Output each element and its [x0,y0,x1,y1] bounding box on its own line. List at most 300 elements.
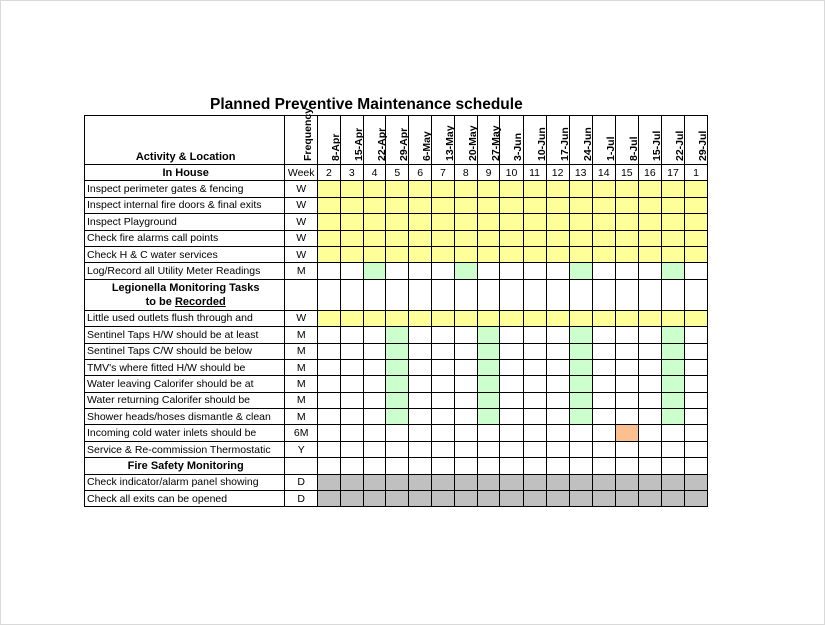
week-number: 16 [638,165,661,181]
schedule-cell [523,327,546,343]
schedule-cell [363,310,386,326]
schedule-cell [363,197,386,213]
date-header [500,116,523,165]
week-number: 17 [661,165,684,181]
date-label: 22-Jul [673,130,686,161]
schedule-cell [661,458,684,474]
schedule-cell [638,279,661,310]
schedule-cell [409,263,432,279]
schedule-cell [454,458,477,474]
schedule-cell [685,343,708,359]
schedule-cell [592,376,615,392]
schedule-cell [409,458,432,474]
frequency-cell: D [285,491,318,507]
schedule-cell [661,263,684,279]
schedule-cell [546,230,569,246]
schedule-cell [363,230,386,246]
week-number: 1 [685,165,708,181]
date-header [409,116,432,165]
schedule-cell [409,376,432,392]
schedule-cell [638,458,661,474]
table-row [85,246,708,262]
schedule-cell [318,310,341,326]
schedule-cell [661,197,684,213]
schedule-cell [523,343,546,359]
schedule-cell [363,392,386,408]
schedule-cell [592,230,615,246]
schedule-cell [454,246,477,262]
date-label: 6-May [421,131,434,161]
schedule-cell [454,214,477,230]
schedule-cell [685,425,708,441]
schedule-cell [546,458,569,474]
schedule-cell [386,458,409,474]
schedule-cell [592,310,615,326]
schedule-cell [386,197,409,213]
schedule-cell [615,327,638,343]
schedule-cell [432,197,455,213]
schedule-cell [432,279,455,310]
schedule-cell [432,441,455,457]
section-row [85,458,708,474]
frequency-cell: W [285,246,318,262]
schedule-cell [592,409,615,425]
schedule-cell [569,181,592,197]
schedule-cell [615,458,638,474]
schedule-cell [546,181,569,197]
table-row [85,181,708,197]
schedule-cell [592,491,615,507]
schedule-cell [523,359,546,375]
schedule-cell [592,343,615,359]
schedule-cell [318,279,341,310]
date-label: 22-Apr [375,127,388,161]
schedule-cell [638,230,661,246]
schedule-cell [318,246,341,262]
schedule-cell [685,230,708,246]
activity-cell: Sentinel Taps C/W should be below [85,343,285,359]
schedule-cell [638,441,661,457]
section-in-house: In House [85,165,285,181]
schedule-cell [638,327,661,343]
schedule-cell [592,458,615,474]
table-row [85,214,708,230]
schedule-cell [386,230,409,246]
schedule-cell [685,409,708,425]
date-header [340,116,363,165]
frequency-header [285,107,318,165]
schedule-cell [363,458,386,474]
date-label: 8-Apr [329,133,342,161]
schedule-cell [523,425,546,441]
schedule-cell [500,474,523,490]
table-row [85,359,708,375]
schedule-cell [340,230,363,246]
schedule-cell [386,310,409,326]
schedule-cell [592,263,615,279]
schedule-cell [409,474,432,490]
schedule-cell [615,263,638,279]
schedule-cell [615,441,638,457]
schedule-cell [592,474,615,490]
week-number: 14 [592,165,615,181]
schedule-cell [615,409,638,425]
frequency-cell [285,458,318,474]
week-number: 9 [477,165,500,181]
schedule-cell [340,263,363,279]
schedule-cell [454,230,477,246]
schedule-cell [454,376,477,392]
activity-cell: Inspect perimeter gates & fencing [85,181,285,197]
schedule-cell [409,310,432,326]
schedule-cell [477,263,500,279]
schedule-cell [477,409,500,425]
schedule-cell [569,279,592,310]
schedule-cell [546,197,569,213]
date-header [454,116,477,165]
schedule-cell [638,409,661,425]
schedule-cell [500,409,523,425]
date-label: 15-Jul [650,130,663,161]
date-header [363,116,386,165]
schedule-cell [500,359,523,375]
activity-cell: Check all exits can be opened [85,491,285,507]
week-number: 12 [546,165,569,181]
schedule-cell [661,230,684,246]
schedule-cell [523,441,546,457]
schedule-cell [477,343,500,359]
schedule-cell [615,474,638,490]
schedule-cell [454,491,477,507]
schedule-cell [546,359,569,375]
date-header [386,116,409,165]
schedule-cell [546,214,569,230]
schedule-cell [661,343,684,359]
activity-cell: TMV's where fitted H/W should be [85,359,285,375]
schedule-cell [363,474,386,490]
schedule-cell [615,392,638,408]
schedule-cell [615,343,638,359]
schedule-cell [340,425,363,441]
schedule-cell [569,246,592,262]
header-row [85,116,708,165]
schedule-cell [340,181,363,197]
frequency-cell: W [285,214,318,230]
schedule-cell [569,376,592,392]
frequency-cell: M [285,392,318,408]
schedule-cell [592,327,615,343]
schedule-cell [685,197,708,213]
activity-cell: Check fire alarms call points [85,230,285,246]
date-label: 17-Jun [558,127,571,161]
date-label: 8-Jul [627,136,640,161]
page-title: Planned Preventive Maintenance schedule [210,96,523,113]
schedule-cell [318,392,341,408]
schedule-cell [477,310,500,326]
schedule-cell [546,392,569,408]
activity-cell: Sentinel Taps H/W should be at least [85,327,285,343]
frequency-cell: 6M [285,425,318,441]
frequency-cell: M [285,409,318,425]
schedule-cell [386,392,409,408]
schedule-cell [500,327,523,343]
frequency-cell: D [285,474,318,490]
schedule-cell [340,214,363,230]
schedule-cell [523,230,546,246]
schedule-cell [523,474,546,490]
date-label: 3-Jun [512,132,525,161]
frequency-cell: M [285,327,318,343]
section-fire-safety: Fire Safety Monitoring [85,458,285,474]
schedule-cell [340,343,363,359]
schedule-cell [432,343,455,359]
schedule-cell [409,197,432,213]
schedule-cell [685,246,708,262]
schedule-cell [546,474,569,490]
schedule-cell [500,392,523,408]
schedule-cell [569,197,592,213]
schedule-cell [454,181,477,197]
schedule-cell [661,279,684,310]
schedule-cell [615,359,638,375]
schedule-cell [477,425,500,441]
schedule-cell [569,214,592,230]
table-row [85,263,708,279]
schedule-cell [454,263,477,279]
table-row [85,491,708,507]
schedule-cell [685,376,708,392]
schedule-cell [363,343,386,359]
schedule-cell [340,392,363,408]
schedule-cell [409,230,432,246]
schedule-cell [432,246,455,262]
week-number: 2 [318,165,341,181]
schedule-cell [477,491,500,507]
activity-cell: Log/Record all Utility Meter Readings [85,263,285,279]
date-label: 29-Jul [697,130,709,161]
schedule-cell [477,441,500,457]
schedule-cell [363,246,386,262]
schedule-cell [661,310,684,326]
schedule-cell [432,214,455,230]
schedule-cell [569,441,592,457]
schedule-cell [454,343,477,359]
schedule-cell [386,279,409,310]
schedule-cell [363,491,386,507]
schedule-cell [638,197,661,213]
date-header [477,116,500,165]
date-label: 15-Apr [352,127,365,161]
schedule-cell [477,230,500,246]
schedule-cell [318,181,341,197]
schedule-cell [477,458,500,474]
schedule-cell [318,197,341,213]
schedule-cell [500,441,523,457]
schedule-cell [432,392,455,408]
schedule-cell [546,327,569,343]
schedule-cell [340,279,363,310]
schedule-cell [685,458,708,474]
schedule-cell [592,246,615,262]
schedule-cell [432,425,455,441]
schedule-cell [386,425,409,441]
schedule-cell [638,359,661,375]
schedule-cell [340,310,363,326]
schedule-cell [661,491,684,507]
schedule-cell [569,343,592,359]
schedule-cell [318,425,341,441]
schedule-cell [318,458,341,474]
schedule-cell [638,474,661,490]
schedule-cell [546,425,569,441]
schedule-cell [340,327,363,343]
schedule-cell [363,279,386,310]
schedule-cell [661,327,684,343]
schedule-cell [500,279,523,310]
schedule-cell [615,197,638,213]
schedule-cell [340,246,363,262]
schedule-cell [318,441,341,457]
schedule-cell [569,230,592,246]
schedule-cell [661,246,684,262]
week-number: 6 [409,165,432,181]
frequency-cell: W [285,230,318,246]
table-row [85,425,708,441]
schedule-cell [318,214,341,230]
schedule-cell [685,392,708,408]
schedule-cell [363,181,386,197]
table-row [85,343,708,359]
schedule-cell [523,279,546,310]
activity-cell: Water leaving Calorifer should be at [85,376,285,392]
schedule-cell [661,214,684,230]
schedule-cell [432,409,455,425]
schedule-cell [477,392,500,408]
schedule-cell [386,441,409,457]
activity-cell: Service & Re-commission Thermostatic [85,441,285,457]
schedule-cell [638,491,661,507]
schedule-cell [569,409,592,425]
week-number: 3 [340,165,363,181]
date-header [592,116,615,165]
schedule-cell [500,458,523,474]
schedule-cell [409,343,432,359]
schedule-cell [523,392,546,408]
schedule-cell [409,392,432,408]
table-row [85,409,708,425]
schedule-cell [500,230,523,246]
schedule-cell [363,263,386,279]
week-number: 8 [454,165,477,181]
activity-cell: Little used outlets flush through and [85,310,285,326]
activity-cell: Check H & C water services [85,246,285,262]
schedule-cell [432,327,455,343]
schedule-cell [685,474,708,490]
schedule-cell [386,327,409,343]
schedule-cell [386,263,409,279]
schedule-cell [477,197,500,213]
schedule-cell [638,214,661,230]
schedule-cell [569,474,592,490]
schedule-cell [546,263,569,279]
table-row [85,474,708,490]
schedule-cell [454,279,477,310]
schedule-cell [432,458,455,474]
table-row [85,310,708,326]
date-label: 10-Jun [535,127,548,161]
schedule-cell [569,392,592,408]
schedule-cell [523,310,546,326]
schedule-cell [318,263,341,279]
schedule-cell [546,279,569,310]
schedule-cell [363,376,386,392]
schedule-cell [569,491,592,507]
schedule-cell [546,376,569,392]
schedule-cell [592,392,615,408]
schedule-cell [569,327,592,343]
schedule-cell [409,214,432,230]
date-label: 1-Jul [604,136,617,161]
schedule-cell [386,359,409,375]
schedule-cell [685,359,708,375]
section-legionella: Legionella Monitoring Tasks to be Recorded [85,279,285,310]
schedule-cell [409,279,432,310]
schedule-cell [638,376,661,392]
activity-cell: Inspect Playground [85,214,285,230]
frequency-cell: W [285,310,318,326]
schedule-cell [685,181,708,197]
schedule-cell [477,376,500,392]
week-number: 5 [386,165,409,181]
week-row [85,165,708,181]
schedule-cell [409,409,432,425]
schedule-cell [477,359,500,375]
schedule-cell [386,491,409,507]
schedule-cell [615,214,638,230]
schedule-cell [409,359,432,375]
schedule-cell [500,246,523,262]
schedule-cell [318,491,341,507]
schedule-cell [661,392,684,408]
schedule-cell [569,359,592,375]
schedule-cell [685,491,708,507]
schedule-cell [546,409,569,425]
schedule-cell [685,441,708,457]
schedule-cell [661,474,684,490]
frequency-cell: M [285,343,318,359]
activity-header: Activity & Location [85,116,285,165]
schedule-cell [569,263,592,279]
schedule-cell [500,263,523,279]
schedule-cell [661,181,684,197]
schedule-cell [340,491,363,507]
schedule-cell [432,474,455,490]
schedule-cell [386,343,409,359]
schedule-cell [454,409,477,425]
schedule-cell [432,359,455,375]
table-row [85,327,708,343]
schedule-cell [432,310,455,326]
schedule-cell [638,181,661,197]
schedule-cell [477,474,500,490]
frequency-cell [285,279,318,310]
schedule-cell [477,246,500,262]
schedule-cell [340,474,363,490]
schedule-cell [318,230,341,246]
schedule-cell [363,359,386,375]
schedule-cell [386,376,409,392]
week-label: Week [285,165,318,181]
